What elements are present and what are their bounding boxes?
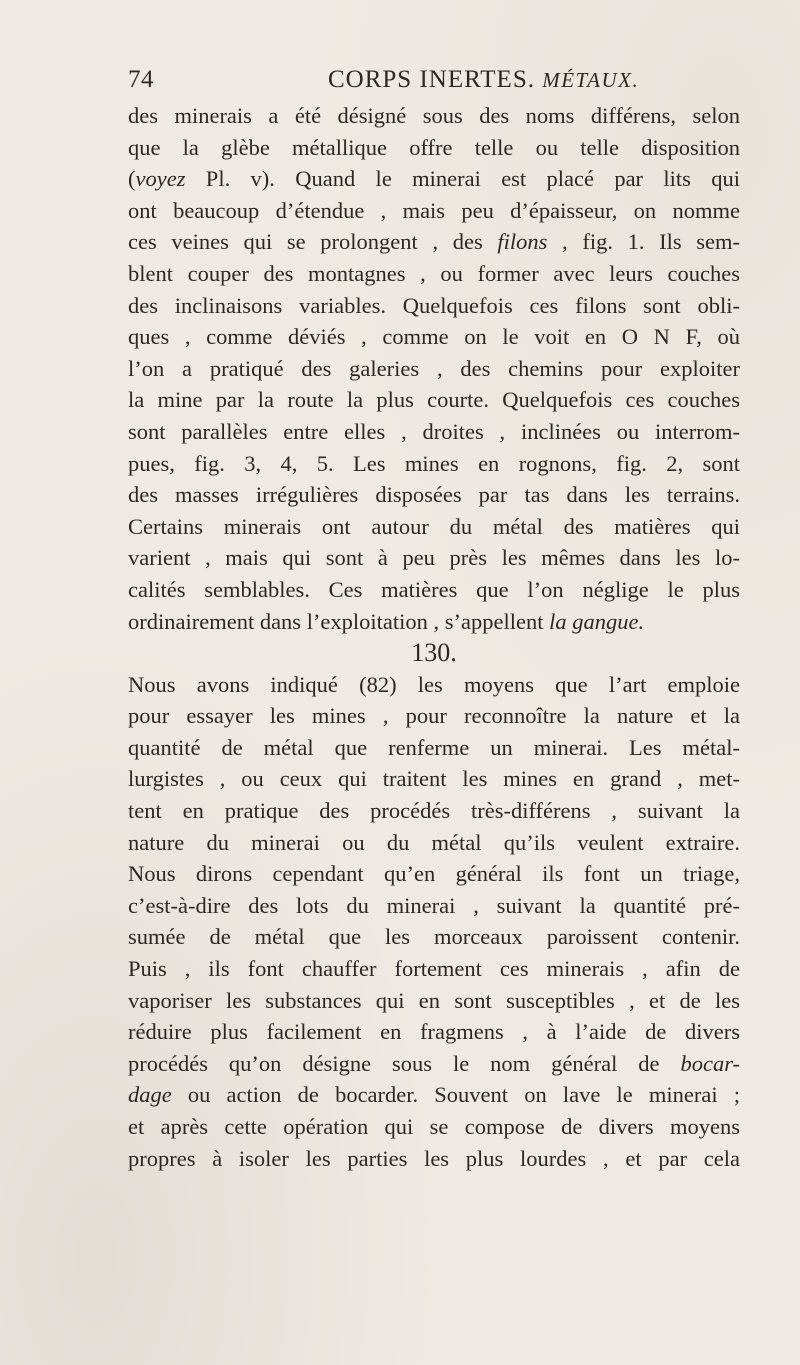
text-line: Nous dirons cependant qu’en général ils font un triage,	[128, 861, 740, 887]
page-number: 74	[128, 66, 154, 93]
text-line: blent couper des montagnes , ou former avec leurs couches	[128, 260, 740, 286]
text-line	[128, 1048, 740, 1080]
section-number: 130.	[411, 638, 457, 668]
text-line: Nous avons indiqué (82) les moyens que l’art emploie	[128, 671, 740, 697]
running-head	[328, 66, 639, 94]
italic-term: voyez	[135, 166, 186, 192]
text-line: quantité de métal que renferme un minerai. Les métal-	[128, 734, 740, 760]
text-fragment: fig. 1. Ils sem-	[567, 229, 741, 255]
text-line: calités semblables. Ces matières que l’on néglige le plus	[128, 576, 740, 602]
text-line: pour essayer les mines , pour reconnoître la nature et la	[128, 703, 740, 729]
text-line: lurgistes , ou ceux qui traitent les mines en grand , met-	[128, 766, 740, 792]
text-line: vaporiser les substances qui en sont susceptibles , et de les	[128, 987, 740, 1013]
text-line	[128, 1079, 740, 1111]
text-fragment: ou action de bocarder. Souvent on lave le minerai ;	[171, 1082, 740, 1108]
running-head-title: CORPS INERTES.	[328, 66, 535, 93]
body-text	[128, 100, 740, 1174]
text-line: réduire plus facilement en fragmens , à l’aide de divers	[128, 1019, 740, 1045]
italic-term: dage	[128, 1082, 172, 1108]
text-line: pues, fig. 3, 4, 5. Les mines en rognons, fig. 2, sont	[128, 450, 740, 476]
page-header	[128, 66, 738, 102]
text-line: la mine par la route la plus courte. Quelquefois ces couches	[128, 387, 740, 413]
text-fragment: ordinairement dans l’exploitation , s’appellent	[128, 608, 550, 634]
text-line: sumée de métal que les morceaux paroissent contenir.	[128, 924, 740, 950]
text-line: des inclinaisons variables. Quelquefois ces filons sont obli-	[128, 292, 740, 318]
italic-term: filons ,	[497, 229, 568, 255]
text-line: Certains minerais ont autour du métal des matières qui	[128, 513, 740, 539]
text-line: ques , comme déviés , comme on le voit en O N F, où	[128, 324, 740, 350]
text-line: nature du minerai ou du métal qu’ils veulent extraire.	[128, 829, 740, 855]
text-fragment: procédés qu’on désigne sous le nom général de	[128, 1050, 681, 1076]
text-fragment: ces veines qui se prolongent , des	[128, 229, 498, 255]
running-head-subtitle: MÉTAUX.	[542, 68, 640, 92]
text-line: Puis , ils font chauffer fortement ces minerais , afin de	[128, 956, 740, 982]
text-line: que la glèbe métallique offre telle ou telle disposition	[128, 134, 740, 160]
text-line: des masses irrégulières disposées par tas dans les terrains.	[128, 482, 740, 508]
italic-term: bocar-	[680, 1050, 740, 1076]
text-fragment: Pl. v). Quand le minerai est placé par lits qui	[185, 166, 740, 192]
text-line	[128, 226, 740, 258]
text-line: varient , mais qui sont à peu près les mêmes dans les lo-	[128, 545, 740, 571]
text-line: des minerais a été désigné sous des noms différens, selon	[128, 103, 740, 128]
text-line: propres à isoler les parties les plus lourdes , et par cela	[128, 1145, 740, 1171]
text-line: et après cette opération qui se compose de divers moyens	[128, 1114, 740, 1139]
text-line: l’on a pratiqué des galeries , des chemins pour exploiter	[128, 355, 740, 381]
text-line: c’est-à-dire des lots du minerai , suivant la quantité pré-	[128, 892, 740, 918]
italic-term: la gangue.	[549, 608, 645, 634]
text-fragment: (	[128, 166, 136, 192]
text-line: ont beaucoup d’étendue , mais peu d’épaisseur, on nomme	[128, 197, 740, 223]
text-line: tent en pratique des procédés très-différens , suivant la	[128, 798, 740, 824]
text-line: sont parallèles entre elles , droites , inclinées ou interrom-	[128, 418, 740, 444]
text-line	[128, 163, 740, 195]
text-line	[128, 606, 740, 638]
